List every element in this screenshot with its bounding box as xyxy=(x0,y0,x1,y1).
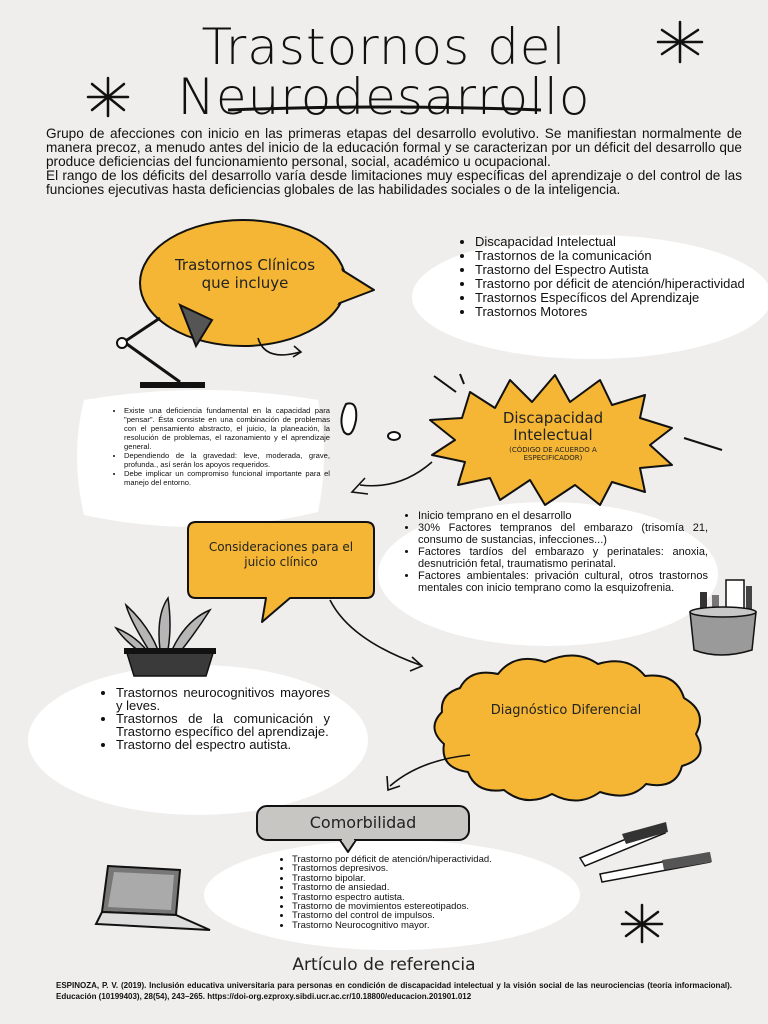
list-item: • Trastorno del Espectro Autista xyxy=(475,263,768,277)
consideraciones-bubble-label: Consideraciones para el juicio clínico xyxy=(208,540,354,569)
list-item: • Trastorno bipolar. xyxy=(292,874,552,883)
title-line-2: Neurodesarrollo xyxy=(177,68,591,126)
list-item: • Trastorno espectro autista. xyxy=(292,893,552,902)
list-item: • Trastorno del control de impulsos. xyxy=(292,911,552,920)
page-title xyxy=(0,18,768,126)
list-item: • Existe una deficiencia fundamental en la capacidad para "pensar". Ésta consiste en una combinación de problemas con el pensamiento abstracto, el juicio, la planeación, la resolución de problemas, el razonamiento y el aprendizaje general. xyxy=(124,406,330,451)
diagnostico-list xyxy=(96,686,330,751)
list-item: • Discapacidad Intelectual xyxy=(475,235,768,249)
list-item: • Trastorno de movimientos estereotipados. xyxy=(292,902,552,911)
pen-icon xyxy=(580,822,712,882)
plant-icon xyxy=(116,598,216,676)
list-item: • Trastornos Motores xyxy=(475,305,768,319)
list-item: • Trastorno del espectro autista. xyxy=(116,738,330,751)
reference-heading: Artículo de referencia xyxy=(292,955,476,975)
star-icon-bottom xyxy=(622,905,662,942)
list-item: • Trastornos neurocognitivos mayores y leves. xyxy=(116,686,330,712)
intro-paragraph-2: El rango de los déficits del desarrollo varía desde limitaciones muy específicas del aprendizaje o del control de las funciones ejecutivas hasta deficiencias globales de las habilidades sociales o de la inteligencia. xyxy=(46,168,742,197)
clinicos-bubble-label: Trastornos Clínicos que incluye xyxy=(174,256,316,292)
diagnostico-bubble-label: Diagnóstico Diferencial xyxy=(490,703,642,718)
consideraciones-list xyxy=(398,510,708,594)
discapacidad-list xyxy=(104,406,330,487)
list-item: • Dependiendo de la gravedad: leve, moderada, grave, profunda., así serán los apoyos requeridos. xyxy=(124,451,330,469)
list-item: • Inicio temprano en el desarrollo xyxy=(418,510,708,522)
list-item: • Trastorno por déficit de atención/hiperactividad. xyxy=(292,855,552,864)
list-item: • Trastorno por déficit de atención/hiperactividad xyxy=(475,277,768,291)
list-item: • Trastornos Específicos del Aprendizaje xyxy=(475,291,768,305)
list-item: • Trastornos depresivos. xyxy=(292,864,552,873)
list-item: • Trastorno Neurocognitivo mayor. xyxy=(292,921,552,930)
list-item: • Trastornos de la comunicación xyxy=(475,249,768,263)
reference-text: ESPINOZA, P. V. (2019). Inclusión educativa universitaria para personas en condición de discapacidad intelectual y la visión social de las neurociencias (teoría informacional). Educación (10199403), 28(54), 243–265. https://doi-org.ezproxy.sibdi.ucr.ac.cr/10.18800/educacion.201901.012 xyxy=(56,981,732,1001)
list-item: • Trastornos de la comunicación y Trastorno específico del aprendizaje. xyxy=(116,712,330,738)
list-item: • Trastorno de ansiedad. xyxy=(292,883,552,892)
discapacidad-title: Discapacidad Intelectual xyxy=(502,409,604,444)
intro-paragraph-1: Grupo de afecciones con inicio en las primeras etapas del desarrollo evolutivo. Se manifiestan normalmente de manera precoz, a menudo antes del inicio de la educación formal y se caracterizan por un déficit del desarrollo que produce deficiencias del funcionamiento personal, social, académico u ocupacional. xyxy=(46,126,742,169)
discapacidad-subtitle: (CÓDIGO DE ACUERDO A ESPECIFICADOR) xyxy=(509,446,597,462)
comorbilidad-list xyxy=(272,855,552,930)
list-item: • Factores tardíos del embarazo y perinatales: anoxia, desnutrición fetal, traumatismo perinatal. xyxy=(418,546,708,570)
laptop-icon xyxy=(96,866,210,930)
list-item: • Factores ambientales: privación cultural, otros trastornos mentales con inicio temprano como la esquizofrenia. xyxy=(418,570,708,594)
clinicos-list xyxy=(455,235,768,319)
title-line-1: Trastornos del xyxy=(201,18,567,76)
list-item: • Debe implicar un compromiso funcional importante para el manejo del entorno. xyxy=(124,469,330,487)
comorbilidad-label: Comorbilidad xyxy=(309,813,417,832)
intro-text xyxy=(46,127,742,197)
list-item: • 30% Factores tempranos del embarazo (trisomía 21, consumo de sustancias, infecciones...) xyxy=(418,522,708,546)
